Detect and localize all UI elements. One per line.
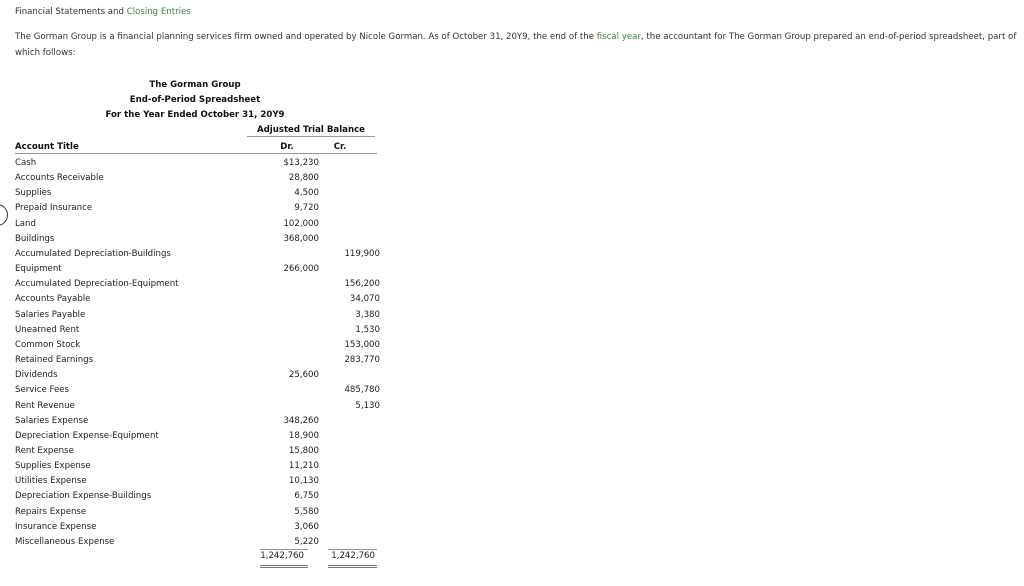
account-title: Accumulated Depreciation-Equipment [15,279,179,290]
breadcrumb-text: Financial Statements and [15,7,127,17]
account-row [15,261,380,276]
fiscal-year-link[interactable]: fiscal year [596,32,641,42]
debit-amount: 5,220 [294,536,319,547]
account-rows [15,155,380,549]
debit-amount: 4,500 [294,188,319,199]
account-title: Supplies [15,188,52,199]
account-row [15,216,380,231]
account-row [15,504,380,519]
account-row [15,473,380,488]
credit-amount: 485,780 [344,385,380,396]
page-edge-circle-icon [0,204,8,226]
debit-total-rule [260,549,308,550]
company-name: The Gorman Group [149,80,241,90]
account-title: Depreciation Expense-Buildings [15,491,152,502]
account-row [15,413,380,428]
credit-amount: 1,530 [355,324,380,335]
account-row [15,185,380,200]
credit-amount: 34,070 [349,294,380,305]
account-title-header: Account Title [15,142,79,152]
account-title: Dividends [15,370,58,381]
credit-amount: 119,900 [344,248,380,259]
account-title: Cash [15,158,37,168]
debit-amount: 15,800 [288,445,319,456]
debit-amount: 18,900 [288,430,319,441]
account-title: Salaries Payable [15,309,86,320]
account-row [15,382,380,397]
credit-double-rule-2 [328,567,377,568]
account-row [15,428,380,443]
credit-amount: 156,200 [344,279,380,290]
account-row [15,458,380,473]
debit-header: Dr. [280,142,294,152]
credit-total-rule [328,549,377,550]
debit-amount: 102,000 [283,218,319,229]
totals-row [15,551,377,563]
account-row [15,231,380,246]
debit-amount: 11,210 [288,461,319,472]
account-row [15,170,380,185]
account-row [15,443,380,458]
debit-amount: 3,060 [294,521,319,532]
account-title: Rent Expense [15,445,74,456]
account-title: Repairs Expense [15,506,87,517]
debit-amount: 266,000 [283,264,319,275]
account-title: Common Stock [15,339,81,350]
account-title: Service Fees [15,385,70,396]
debit-total: 1,242,760 [260,551,304,561]
account-title: Depreciation Expense-Equipment [15,430,159,441]
account-row [15,352,380,367]
intro-paragraph [15,29,1020,61]
credit-double-rule-1 [328,565,377,566]
account-row [15,200,380,215]
account-row [15,534,380,549]
account-row [15,155,380,170]
header-rule [15,153,377,154]
adjusted-trial-balance-heading: Adjusted Trial Balance [247,125,375,137]
account-row [15,307,380,322]
credit-header: Cr. [333,142,347,152]
debit-amount: 10,130 [288,476,319,487]
credit-amount: 153,000 [344,339,380,350]
account-row [15,398,380,413]
credit-amount: 283,770 [344,355,380,366]
account-title: Supplies Expense [15,461,91,472]
credit-total: 1,242,760 [331,551,375,561]
intro-text-after: , the accountant for The Gorman Group prepared an end-of-period spreadsheet, part of which follows: [15,32,1017,58]
account-title: Miscellaneous Expense [15,536,115,547]
account-title: Equipment [15,264,62,275]
account-title: Salaries Expense [15,415,89,426]
account-row [15,488,380,503]
account-row [15,322,380,337]
account-title: Buildings [15,233,55,244]
intro-text-before: The Gorman Group is a financial planning services firm owned and operated by Nicole Gorman. As of October 31, 20Y9, the end of the [15,32,597,42]
debit-amount: 5,580 [294,506,319,517]
account-row [15,276,380,291]
closing-entries-link[interactable]: Closing Entries [126,7,191,17]
account-title: Unearned Rent [15,324,80,335]
account-row [15,367,380,382]
debit-amount: 25,600 [288,370,319,381]
account-title: Accounts Receivable [15,173,104,184]
debit-double-rule-2 [260,567,308,568]
debit-double-rule-1 [260,565,308,566]
account-title: Utilities Expense [15,476,87,487]
account-title: Accumulated Depreciation-Buildings [15,248,171,259]
account-row [15,337,380,352]
debit-amount: 9,720 [294,203,319,214]
credit-amount: 5,130 [355,400,380,411]
account-row [15,519,380,534]
account-title: Insurance Expense [15,521,97,532]
account-row [15,246,380,261]
spreadsheet-title: End-of-Period Spreadsheet [129,95,261,105]
debit-amount: $13,230 [283,158,319,168]
account-title: Accounts Payable [15,294,91,305]
debit-amount: 6,750 [294,491,319,502]
account-title: Retained Earnings [15,355,94,366]
account-title: Land [15,218,36,229]
period-heading: For the Year Ended October 31, 20Y9 [105,110,285,120]
debit-amount: 368,000 [283,233,319,244]
breadcrumb [15,7,191,17]
account-title: Prepaid Insurance [15,203,93,214]
account-title: Rent Revenue [15,400,75,411]
credit-amount: 3,380 [355,309,380,320]
account-row [15,291,380,306]
debit-amount: 348,260 [283,415,319,426]
debit-amount: 28,800 [288,173,319,184]
